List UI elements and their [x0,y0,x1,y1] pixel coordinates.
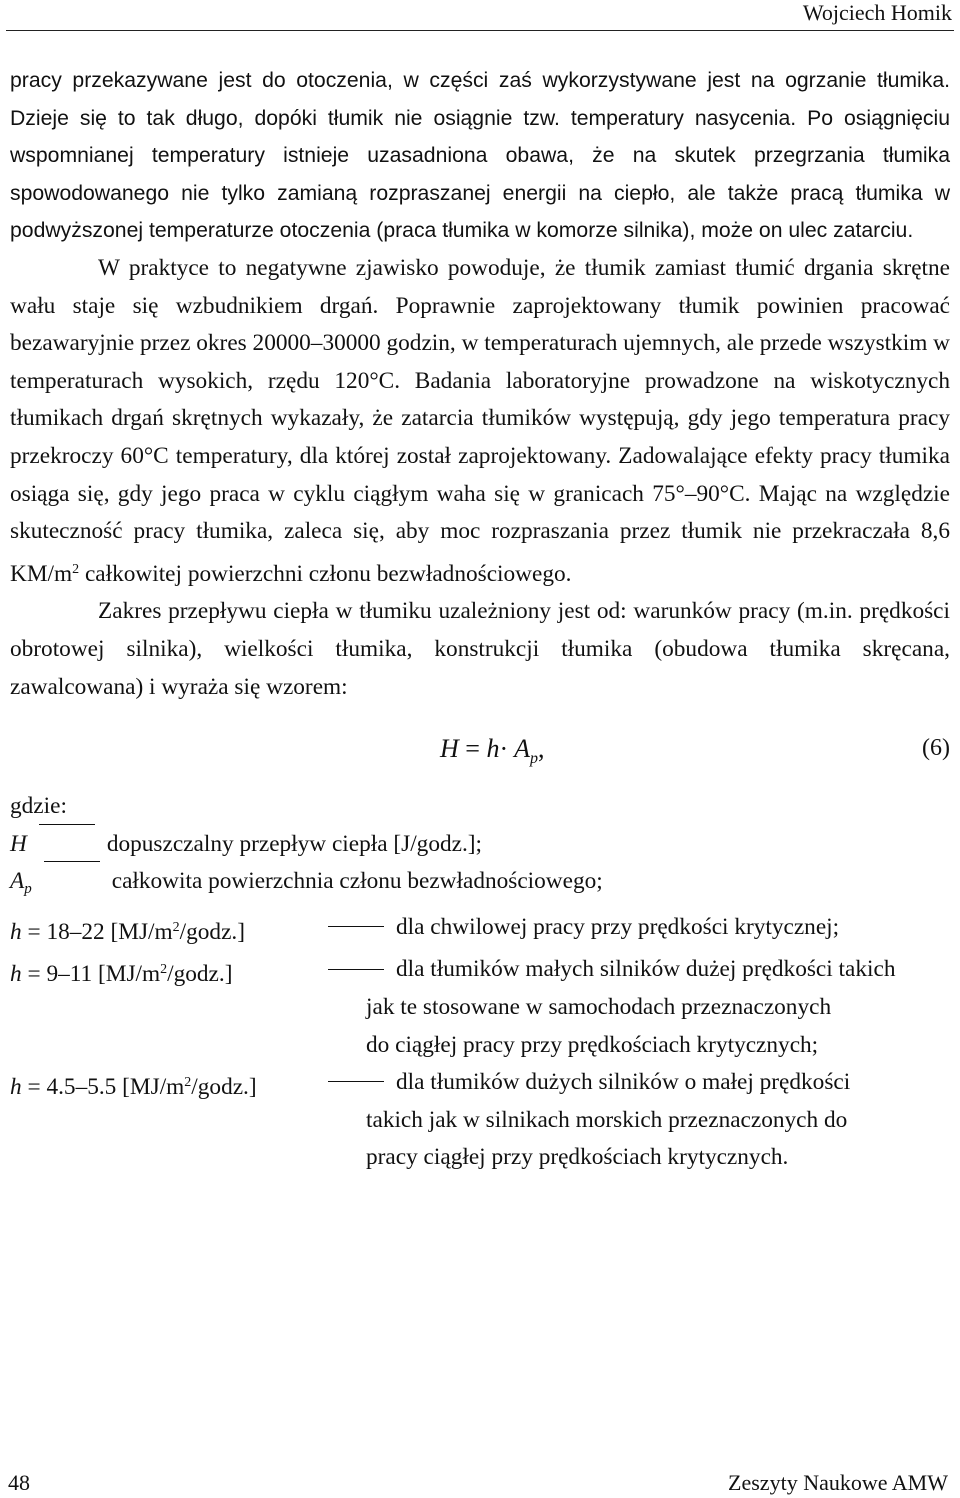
formula [440,730,545,778]
definition-H-symbol: H [10,830,27,857]
formula-equals: = [465,734,480,764]
definition-h2-value: h = 9–11 $[MJ/m^2/godz.]$ [10,961,233,988]
header-rule [6,30,954,31]
definition-h3 [10,1064,950,1177]
paragraph-2-superscript: 2 [72,561,80,577]
definition-Ap-symbol: $A_p$ [10,868,32,898]
definition-h1-text: dla chwilowej pracy przy prędkości krytycznej; [328,909,950,952]
page-header-author: Wojciech Homik [802,0,952,25]
formula-lhs: H [440,734,459,764]
definition-h2 [10,951,950,1064]
definition-H-text: dopuszczalny przepływ ciepła [J/godz.]; [106,830,483,857]
dash [328,926,384,927]
paragraph-2 [10,250,950,593]
body-text [10,62,950,1177]
definition-H [10,826,950,864]
dash [44,861,100,907]
paragraph-3: Zakres przepływu ciepła w tłumiku uzależniony jest od: warunków pracy (m.in. prędkości obrotowej silnika), wielkości tłumika, konstrukcji tłumika (obudowa tłumika skręcana, zawalcowana) i wyraża się wzorem: [10,598,950,700]
definition-h1 [10,909,950,952]
paragraph-2-text: W praktyce to negatywne zjawisko powoduje, że tłumik zamiast tłumić drgania skrętne wału staje się wzbudnikiem drgań. Poprawnie zaprojektowany tłumik powinien pracować bezawaryjnie przez okres 20000–30000 godzin, w temperaturach ujemnych, ale przede wszystkim w temperaturach wysokich, rzędu 120°C. Badania laboratoryjne prowadzone na wiskotycznych tłumikach drgań skrętnych wykazały, że zatarcia tłumików występują, gdy jego temperatura pracy przekroczy 60°C temperatury, dla której został zaprojektowany. Zadowalające efekty pracy tłumika osiąga się, gdy jego praca w cyklu ciągłym waha się w granicach 75°–90°C. Mając na względzie skuteczność pracy tłumika, zaleca się, aby moc rozpraszania przez tłumik nie przekraczała 8,6 KM/m [10,254,950,587]
definition-h3-value: h = 4.5–5.5 $[MJ/m^2/godz.]$ [10,1074,257,1101]
dash [328,1081,384,1082]
definition-h3-text: dla tłumików dużych silników o małej prędkości takich jak w silnikach morskich przeznaczonych do pracy ciągłej przy prędkościach krytycznych. [328,1064,950,1177]
formula-h: h [486,734,500,764]
page-number: 48 [8,1470,30,1495]
dash [39,824,95,862]
paragraph-1: pracy przekazywane jest do otoczenia, w części zaś wykorzystywane jest na ogrzanie tłumika. Dzieje się to tak długo, dopóki tłumik nie osiągnie tzw. temperatury nasycenia. Po osiągnięciu wspomnianej temperatury istnieje uzasadniona obawa, że na skutek przegrzania tłumika spowodowanego nie tylko zamianą rozpraszanej energii na ciepło, ale także pracą tłumika w podwyższonej temperaturze otoczenia (praca tłumika w komorze silnika), może on ulec zatarciu. [10,69,950,243]
formula-A: A [514,734,531,764]
formula-comma: , [538,734,545,764]
journal-name: Zeszyty Naukowe AMW [728,1470,948,1495]
dash [328,969,384,970]
paragraph-2-end: całkowitej powierzchni członu bezwładnościowego. [79,560,572,587]
definition-Ap [10,863,950,909]
definition-Ap-text: całkowita powierzchnia członu bezwładnościowego; [111,868,603,895]
where-label: gdzie: [10,793,67,820]
equation-number: (6) [922,735,950,762]
definition-h2-text: dla tłumików małych silników dużej prędkości takich jak te stosowane w samochodach przeznaczonych do ciągłej pracy przy prędkościach krytycznych; [328,951,950,1064]
definition-h1-value: h = 18–22 $[MJ/m^2/godz.]$ [10,918,245,945]
formula-dot: · [499,734,509,764]
formula-row [10,724,950,780]
formula-subscript: p [530,750,539,768]
